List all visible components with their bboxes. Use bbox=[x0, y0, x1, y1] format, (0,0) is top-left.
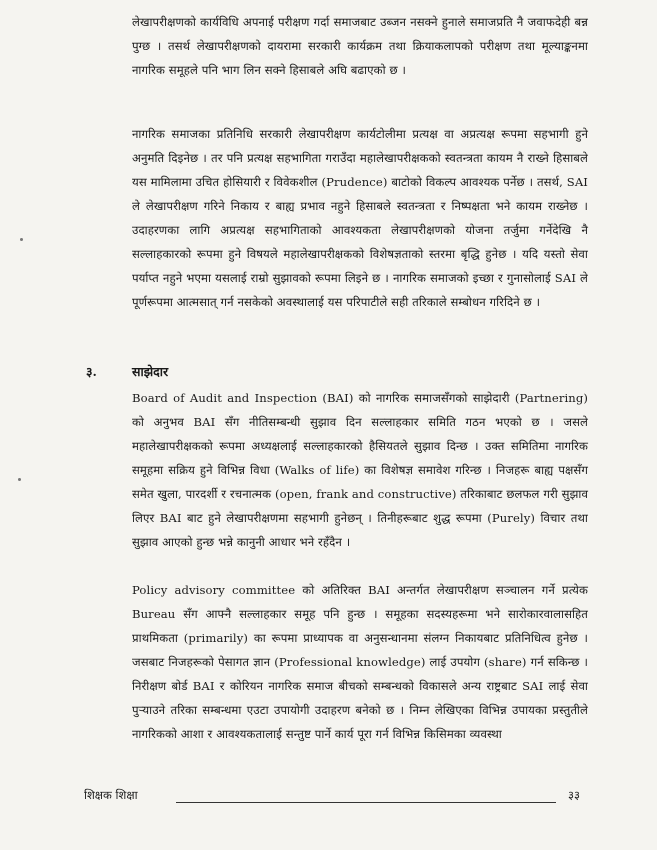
scan-speck bbox=[20, 238, 23, 241]
section-number: ३. bbox=[86, 364, 97, 379]
footer-rule bbox=[176, 802, 556, 803]
page-footer bbox=[84, 788, 584, 808]
paragraph-bai-partnership: Board of Audit and Inspection (BAI) को नागरिक समाजसँगको साझेदारी (Partnering) को अनुभव BAI सँग नीतिसम्बन्धी सुझाव दिन सल्लाहकार समिति गठन भएको छ । जसले महालेखापरीक्षकको रूपमा अध्यक्षलाई सल्लाहकारको हैसियतले सुझाव दिन्छ । उक्त समितिमा नागरिक समूहमा सक्रिय हुने विभिन्न विधा (Walks of life) का विशेषज्ञ समावेश गरिन्छ । निजहरू बाह्य पक्षसँग समेत खुला, पारदर्शी र रचनात्मक (open, frank and constructive) तरिकाबाट छलफल गरी सुझाव लिएर BAI बाट हुने लेखापरीक्षणमा सहभागी हुनेछन् । तिनीहरूबाट शुद्ध रूपमा (Purely) विचार तथा सुझाव आएको हुन्छ भन्ने कानुनी आधार भने रहँदैन । bbox=[132, 391, 588, 549]
scan-speck bbox=[18, 478, 21, 481]
paragraph-audit-procedure: लेखापरीक्षणको कार्यविधि अपनाई परीक्षण गर्दा समाजबाट उब्जन नसक्ने हुनाले समाजप्रति नै जवाफदेही बन्न पुग्छ । तसर्थ लेखापरीक्षणको दायरामा सरकारी कार्यक्रम तथा क्रियाकलापको परीक्षण तथा मूल्याङ्कनमा नागरिक समूहले पनि भाग लिन सक्ने हिसाबले अघि बढाएको छ । bbox=[132, 15, 588, 77]
section-heading bbox=[0, 363, 657, 385]
paragraph-policy-advisory-committee: Policy advisory committee को अतिरिक्त BAI अन्तर्गत लेखापरीक्षण सञ्चालन गर्ने प्रत्येक Bureau सँग आफ्नै सल्लाहकार समूह पनि हुन्छ । समूहका सदस्यहरूमा भने सारोकारवालासहित प्राथमिकता (primarily) का रूपमा प्राध्यापक वा अनुसन्धानमा संलग्न निकायबाट प्रतिनिधित्व हुनेछ । जसबाट निजहरूको पेसागत ज्ञान (Professional knowledge) लाई उपयोग (share) गर्न सकिन्छ । निरीक्षण बोर्ड BAI र कोरियन नागरिक समाज बीचको सम्बन्धको विकासले अन्य राष्ट्रबाट SAI लाई सेवा पुऱ्याउने तरिका सम्बन्धमा एउटा उपायोगी उदाहरण बनेको छ । निम्न लेखिएका विभिन्न उपायका प्रस्तुतीले नागरिकको आशा र आवश्यकतालाई सन्तुष्ट पार्ने कार्य पूरा गर्न विभिन्न किसिमका व्यवस्था bbox=[132, 583, 588, 741]
paragraph-civil-society-participation: नागरिक समाजका प्रतिनिधि सरकारी लेखापरीक्षण कार्यटोलीमा प्रत्यक्ष वा अप्रत्यक्ष रूपमा सहभागी हुने अनुमति दिइनेछ । तर पनि प्रत्यक्ष सहभागिता गराउँदा महालेखापरीक्षकको स्वतन्त्रता कायम नै राख्ने हिसाबले यस मामिलामा उचित होसियारी र विवेकशील (Prudence) बाटोको विकल्प आवश्यक पर्नेछ । तसर्थ, SAI ले लेखापरीक्षण गरिने निकाय र बाह्य प्रभाव नहुने हिसाबले स्वतन्त्रता र निष्पक्षता भने कायम राख्नेछ । उदाहरणका लागि अप्रत्यक्ष सहभागिताको आवश्यकता लेखापरीक्षणको योजना तर्जुमा गर्नेदेखि नै सल्लाहकारको रूपमा हुने विषयले महालेखापरीक्षकको विशेषज्ञताको स्तरमा बृद्धि हुनेछ । यदि यस्तो सेवा पर्याप्त नहुने भएमा यसलाई राम्रो सुझावको रूपमा लिइने छ । नागरिक समाजको इच्छा र गुनासोलाई SAI ले पूर्णरूपमा आत्मसात् गर्न नसकेको अवस्थालाई यस परिपाटीले सही तरिकाले सम्बोधन गरिदिने छ । bbox=[132, 127, 588, 309]
page-number: ३३ bbox=[568, 788, 580, 802]
section-title: साझेदार bbox=[132, 364, 169, 379]
footer-journal-title: शिक्षक शिक्षा bbox=[84, 788, 138, 802]
